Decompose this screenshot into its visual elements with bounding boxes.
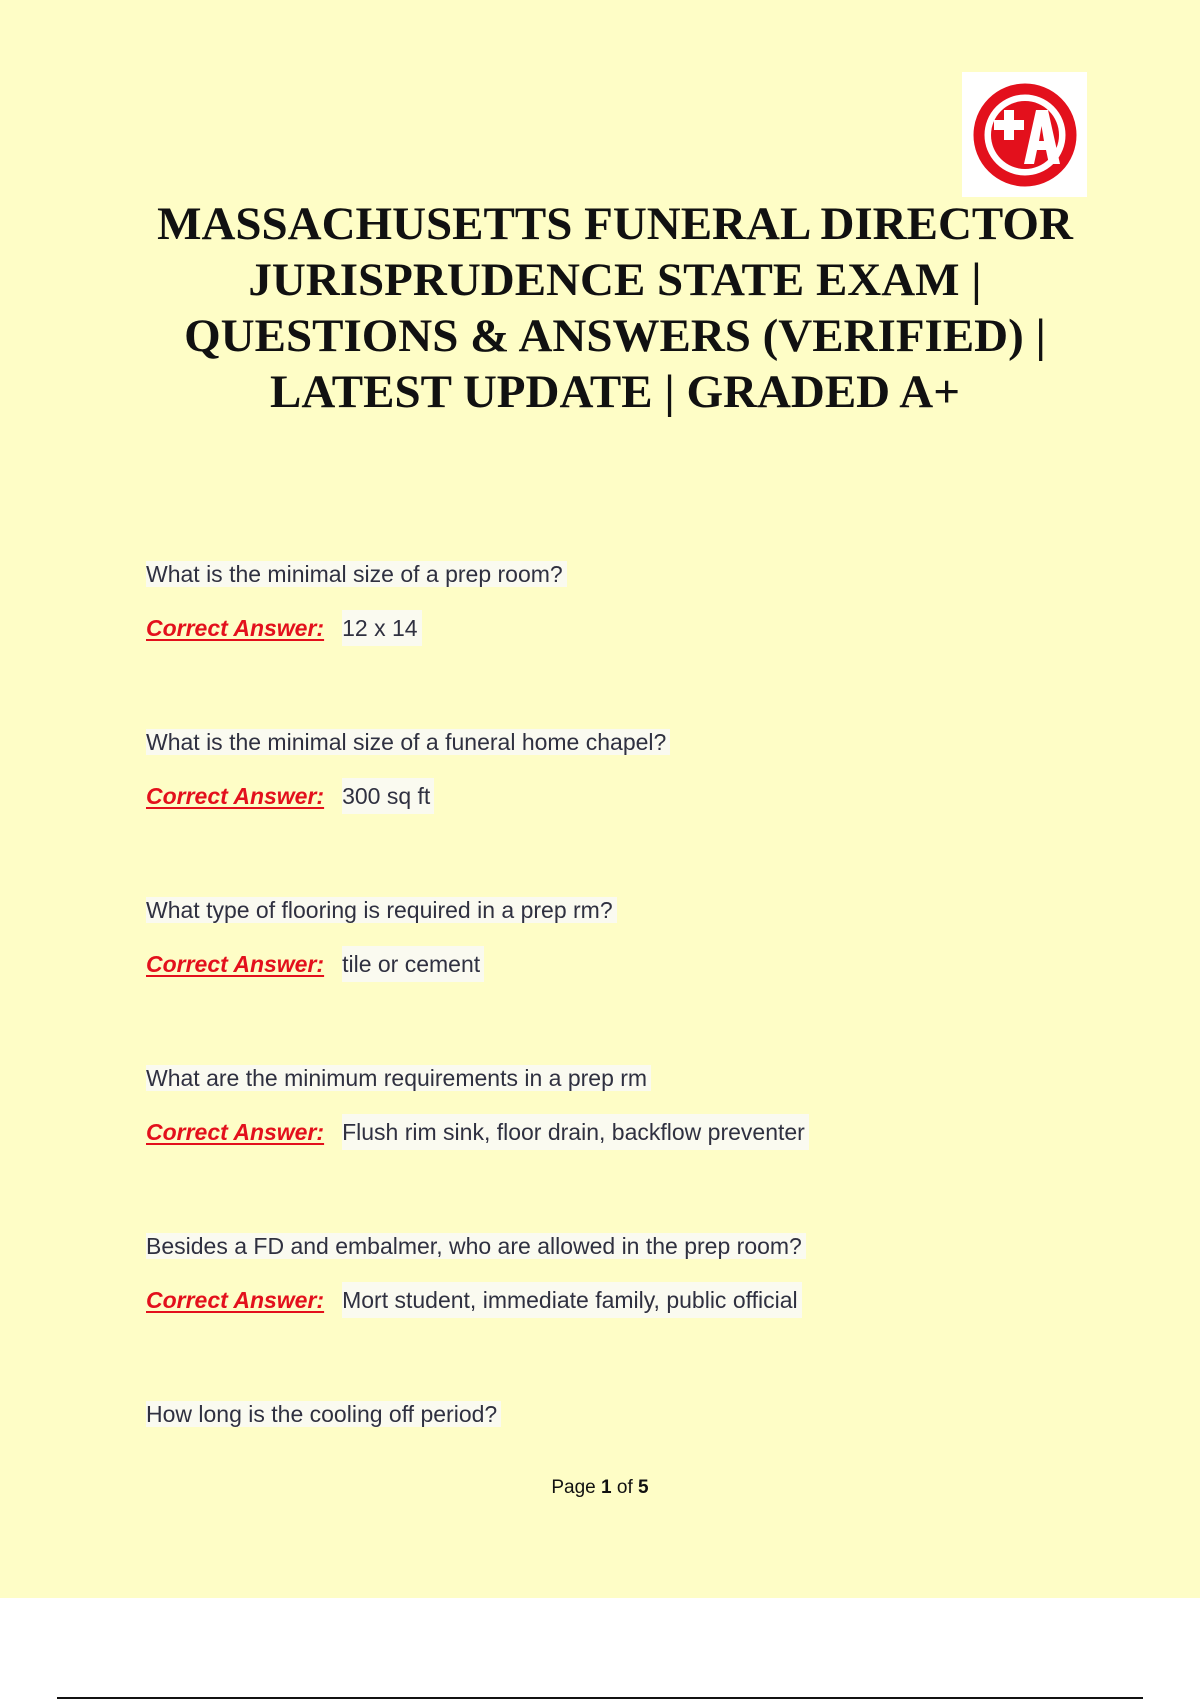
page-number-footer xyxy=(0,1474,1200,1502)
question-text: What is the minimal size of a prep room? xyxy=(146,556,1106,592)
qa-item xyxy=(146,724,1106,892)
question-text: What type of flooring is required in a prep rm? xyxy=(146,892,1106,928)
answer-row xyxy=(146,1114,1106,1150)
answer-text: 300 sq ft xyxy=(342,778,434,814)
document-title: MASSACHUSETTS FUNERAL DIRECTOR JURISPRUDENCE STATE EXAM | QUESTIONS & ANSWERS (VERIFIED) | LATEST UPDATE | GRADED A+ xyxy=(157,198,1073,418)
answer-text: tile or cement xyxy=(342,946,484,982)
answer-text: 12 x 14 xyxy=(342,610,421,646)
correct-answer-label: Correct Answer: xyxy=(146,1119,325,1145)
question-text: How long is the cooling off period? xyxy=(146,1396,1106,1432)
page-word: Page xyxy=(551,1477,596,1498)
answer-row xyxy=(146,778,1106,814)
correct-answer-label: Correct Answer: xyxy=(146,1287,325,1313)
question-text: What is the minimal size of a funeral home chapel? xyxy=(146,724,1106,760)
qa-item xyxy=(146,1228,1106,1396)
qa-item xyxy=(146,556,1106,724)
answer-text: Flush rim sink, floor drain, backflow preventer xyxy=(342,1114,809,1150)
correct-answer-label: Correct Answer: xyxy=(146,783,325,809)
correct-answer-label: Correct Answer: xyxy=(146,951,325,977)
answer-text: Mort student, immediate family, public official xyxy=(342,1282,802,1318)
plus-a-grade-logo-icon xyxy=(970,80,1080,190)
logo xyxy=(962,72,1087,197)
answer-row xyxy=(146,1282,1106,1318)
qa-list xyxy=(146,556,1106,1564)
answer-row xyxy=(146,946,1106,982)
answer-row xyxy=(146,610,1106,646)
question-text: Besides a FD and embalmer, who are allowed in the prep room? xyxy=(146,1228,1106,1264)
current-page-number: 1 xyxy=(601,1477,612,1498)
correct-answer-label: Correct Answer: xyxy=(146,615,325,641)
question-text: What are the minimum requirements in a prep rm xyxy=(146,1060,1106,1096)
next-page-divider xyxy=(57,1697,1143,1699)
qa-item xyxy=(146,1060,1106,1228)
qa-item xyxy=(146,892,1106,1060)
of-word: of xyxy=(616,1477,633,1498)
total-page-count: 5 xyxy=(638,1477,649,1498)
